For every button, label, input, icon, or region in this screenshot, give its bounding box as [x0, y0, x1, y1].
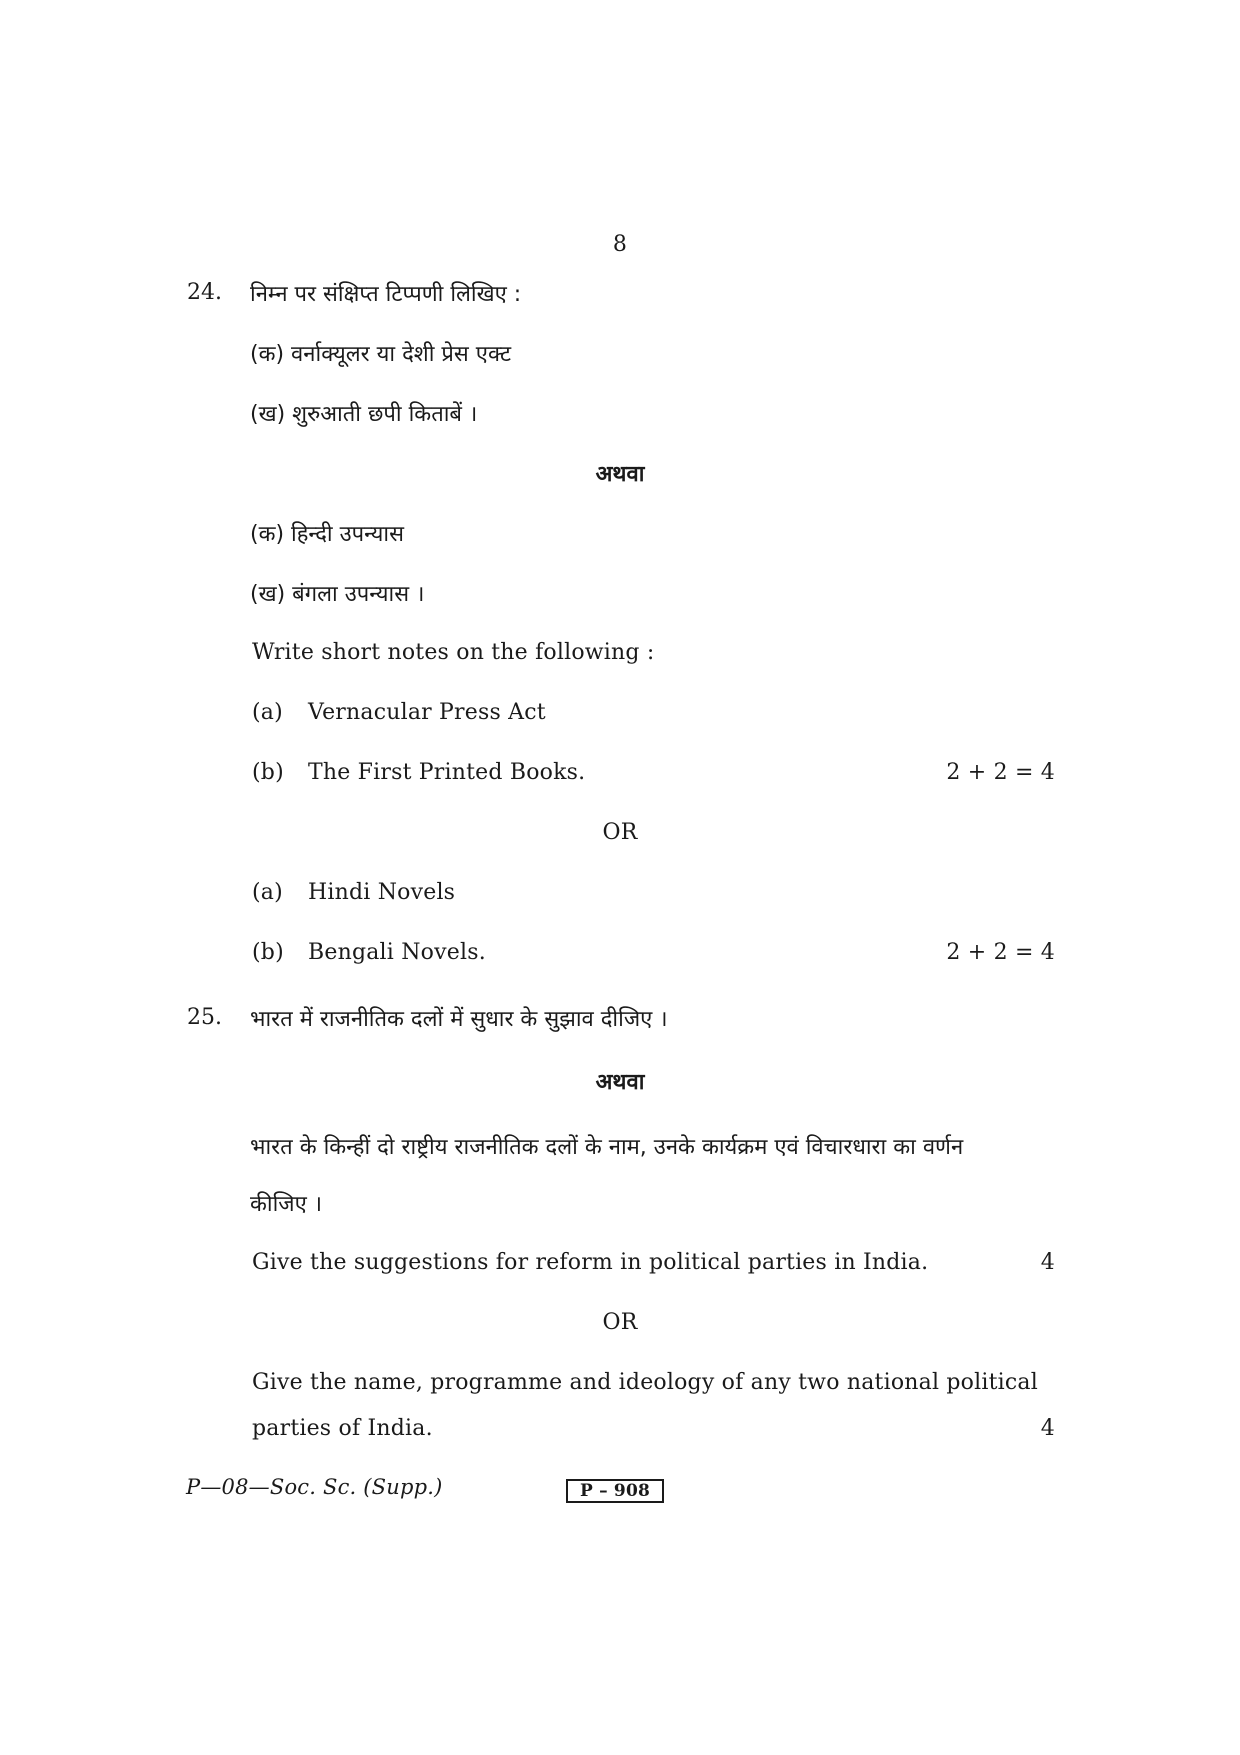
question-25-hindi-alt-line-2: कीजिए । — [250, 1192, 323, 1217]
question-24-english-alt-option-a-label: (a) — [252, 880, 283, 905]
question-24-hindi-or: अथवा — [595, 462, 645, 487]
question-24-english-alt-option-b-label: (b) — [252, 940, 284, 965]
question-24-english-or: OR — [602, 820, 638, 845]
question-25-english-or: OR — [602, 1310, 638, 1335]
question-24-english-alt-option-b: Bengali Novels. — [308, 940, 486, 965]
page-number: 8 — [612, 232, 628, 257]
question-24-marks: 2 + 2 = 4 — [946, 760, 1055, 785]
question-25-english-alt-line-1: Give the name, programme and ideology of any two national political — [252, 1370, 1038, 1395]
question-25-english-prompt: Give the suggestions for reform in political parties in India. — [252, 1250, 929, 1275]
question-24-english-option-a-label: (a) — [252, 700, 283, 725]
question-25-hindi-prompt: भारत में राजनीतिक दलों में सुधार के सुझाव दीजिए । — [250, 1007, 668, 1032]
question-24-hindi-prompt: निम्न पर संक्षिप्त टिप्पणी लिखिए : — [250, 282, 522, 307]
question-24-alt-marks: 2 + 2 = 4 — [946, 940, 1055, 965]
question-24-english-alt-option-a: Hindi Novels — [308, 880, 456, 905]
question-24-hindi-option-b: (ख) शुरुआती छपी किताबें । — [250, 402, 478, 427]
question-25-marks: 4 — [1040, 1250, 1055, 1275]
question-25-alt-marks: 4 — [1040, 1416, 1055, 1441]
question-25-hindi-or: अथवा — [595, 1070, 645, 1095]
footer-paper-code: P—08—Soc. Sc. (Supp.) — [186, 1475, 443, 1499]
question-25-number: 25. — [187, 1005, 222, 1030]
question-25-hindi-alt-line-1: भारत के किन्हीं दो राष्ट्रीय राजनीतिक दलों के नाम, उनके कार्यक्रम एवं विचारधारा का वर्णन — [250, 1135, 964, 1160]
question-24-english-option-b: The First Printed Books. — [308, 760, 586, 785]
question-24-english-prompt: Write short notes on the following : — [252, 640, 655, 665]
question-24-hindi-alt-option-b: (ख) बंगला उपन्यास । — [250, 582, 425, 607]
footer-booklet-code: P – 908 — [566, 1479, 664, 1503]
question-24-hindi-option-a: (क) वर्नाक्यूलर या देशी प्रेस एक्ट — [250, 342, 512, 367]
question-25-english-alt-line-2: parties of India. — [252, 1416, 433, 1441]
question-24-hindi-alt-option-a: (क) हिन्दी उपन्यास — [250, 522, 404, 547]
question-24-english-option-a: Vernacular Press Act — [308, 700, 546, 725]
question-24-number: 24. — [187, 280, 222, 305]
question-24-english-option-b-label: (b) — [252, 760, 284, 785]
